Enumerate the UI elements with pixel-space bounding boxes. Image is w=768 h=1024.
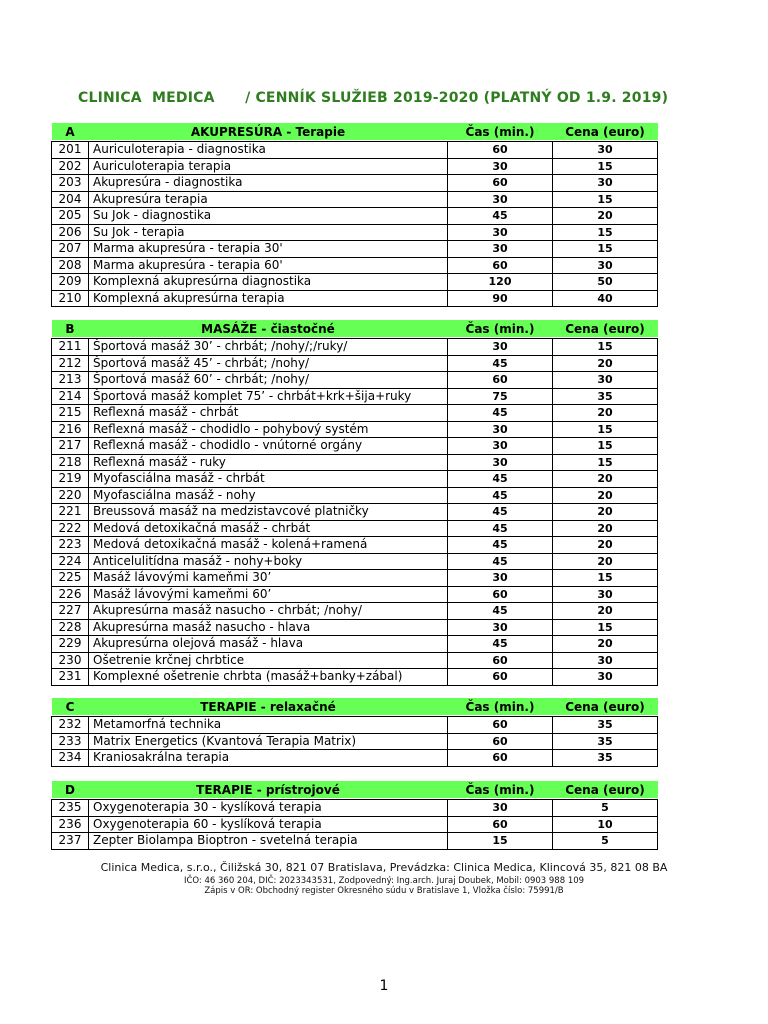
service-price: 15 bbox=[553, 158, 658, 175]
service-price: 15 bbox=[553, 191, 658, 208]
service-price: 20 bbox=[553, 537, 658, 554]
table-row bbox=[52, 388, 658, 405]
table-row bbox=[52, 717, 658, 734]
column-price-header: Cena (euro) bbox=[553, 320, 658, 337]
service-code: 205 bbox=[52, 208, 89, 225]
service-code: 207 bbox=[52, 241, 89, 258]
service-code: 218 bbox=[52, 454, 89, 471]
service-name: Kraniosakrálna terapia bbox=[89, 750, 448, 767]
service-price: 35 bbox=[553, 750, 658, 767]
table-row bbox=[52, 553, 658, 570]
service-time: 60 bbox=[448, 717, 553, 734]
service-time: 60 bbox=[448, 142, 553, 159]
table-row bbox=[52, 570, 658, 587]
service-price: 30 bbox=[553, 175, 658, 192]
price-table bbox=[51, 698, 658, 767]
service-code: 226 bbox=[52, 586, 89, 603]
service-name: Metamorfná technika bbox=[89, 717, 448, 734]
service-name: Športová masáž komplet 75’ - chrbát+krk+šija+ruky bbox=[89, 388, 448, 405]
service-price: 20 bbox=[553, 208, 658, 225]
section-heading: TERAPIE - relaxačné bbox=[89, 698, 448, 715]
service-time: 90 bbox=[448, 290, 553, 307]
service-code: 227 bbox=[52, 603, 89, 620]
service-time: 75 bbox=[448, 388, 553, 405]
section-header-row bbox=[52, 698, 658, 715]
service-name: Su Jok - diagnostika bbox=[89, 208, 448, 225]
service-code: 224 bbox=[52, 553, 89, 570]
service-time: 30 bbox=[448, 241, 553, 258]
service-code: 237 bbox=[52, 833, 89, 850]
service-name: Auriculoterapia - diagnostika bbox=[89, 142, 448, 159]
service-name: Športová masáž 30’ - chrbát; /nohy/;/ruky/ bbox=[89, 339, 448, 356]
service-time: 30 bbox=[448, 800, 553, 817]
section-letter: A bbox=[52, 123, 89, 140]
service-name: Su Jok - terapia bbox=[89, 224, 448, 241]
service-price: 30 bbox=[553, 142, 658, 159]
table-row bbox=[52, 257, 658, 274]
table-row bbox=[52, 471, 658, 488]
service-time: 45 bbox=[448, 504, 553, 521]
service-code: 234 bbox=[52, 750, 89, 767]
service-time: 30 bbox=[448, 454, 553, 471]
service-code: 216 bbox=[52, 421, 89, 438]
section-letter: D bbox=[52, 781, 89, 798]
section-a bbox=[51, 123, 657, 307]
table-row bbox=[52, 142, 658, 159]
service-price: 35 bbox=[553, 717, 658, 734]
page-number: 1 bbox=[379, 978, 389, 994]
service-time: 30 bbox=[448, 421, 553, 438]
service-price: 35 bbox=[553, 388, 658, 405]
service-price: 20 bbox=[553, 471, 658, 488]
table-row bbox=[52, 405, 658, 422]
service-name: Akupresúra - diagnostika bbox=[89, 175, 448, 192]
table-row bbox=[52, 520, 658, 537]
table-row bbox=[52, 339, 658, 356]
service-code: 235 bbox=[52, 800, 89, 817]
service-price: 5 bbox=[553, 833, 658, 850]
service-name: Akupresúrna olejová masáž - hlava bbox=[89, 636, 448, 653]
column-time-header: Čas (min.) bbox=[448, 698, 553, 715]
service-price: 15 bbox=[553, 339, 658, 356]
service-name: Reflexná masáž - chodidlo - pohybový systém bbox=[89, 421, 448, 438]
service-price: 40 bbox=[553, 290, 658, 307]
table-row bbox=[52, 750, 658, 767]
service-time: 60 bbox=[448, 652, 553, 669]
service-price: 15 bbox=[553, 224, 658, 241]
table-row bbox=[52, 487, 658, 504]
section-c bbox=[51, 698, 657, 767]
table-row bbox=[52, 504, 658, 521]
table-row bbox=[52, 372, 658, 389]
service-time: 60 bbox=[448, 816, 553, 833]
table-row bbox=[52, 158, 658, 175]
section-b bbox=[51, 320, 657, 686]
service-price: 35 bbox=[553, 733, 658, 750]
service-time: 60 bbox=[448, 733, 553, 750]
service-name: Komplexná akupresúrna terapia bbox=[89, 290, 448, 307]
service-price: 15 bbox=[553, 421, 658, 438]
service-name: Zepter Biolampa Bioptron - svetelná terapia bbox=[89, 833, 448, 850]
service-code: 206 bbox=[52, 224, 89, 241]
service-price: 30 bbox=[553, 669, 658, 686]
service-code: 210 bbox=[52, 290, 89, 307]
service-time: 30 bbox=[448, 438, 553, 455]
table-row bbox=[52, 438, 658, 455]
service-name: Myofasciálna masáž - chrbát bbox=[89, 471, 448, 488]
table-row bbox=[52, 833, 658, 850]
service-time: 45 bbox=[448, 636, 553, 653]
table-row bbox=[52, 274, 658, 291]
service-code: 213 bbox=[52, 372, 89, 389]
service-code: 203 bbox=[52, 175, 89, 192]
service-code: 236 bbox=[52, 816, 89, 833]
service-code: 211 bbox=[52, 339, 89, 356]
service-name: Masáž lávovými kameňmi 30’ bbox=[89, 570, 448, 587]
service-name: Auriculoterapia terapia bbox=[89, 158, 448, 175]
service-time: 45 bbox=[448, 405, 553, 422]
table-row bbox=[52, 652, 658, 669]
column-price-header: Cena (euro) bbox=[553, 698, 658, 715]
section-heading: MASÁŽE - čiastočné bbox=[89, 320, 448, 337]
service-time: 60 bbox=[448, 669, 553, 686]
column-price-header: Cena (euro) bbox=[553, 123, 658, 140]
service-name: Reflexná masáž - ruky bbox=[89, 454, 448, 471]
service-time: 45 bbox=[448, 487, 553, 504]
service-price: 15 bbox=[553, 438, 658, 455]
table-row bbox=[52, 290, 658, 307]
price-table bbox=[51, 320, 658, 686]
service-name: Breussová masáž na medzistavcové platničky bbox=[89, 504, 448, 521]
service-name: Anticelulitídna masáž - nohy+boky bbox=[89, 553, 448, 570]
service-name: Marma akupresúra - terapia 60' bbox=[89, 257, 448, 274]
service-name: Športová masáž 60’ - chrbát; /nohy/ bbox=[89, 372, 448, 389]
page-title: CLINICA MEDICA / CENNÍK SLUŽIEB 2019-2020 (PLATNÝ OD 1.9. 2019) bbox=[78, 90, 669, 106]
service-price: 20 bbox=[553, 405, 658, 422]
service-price: 5 bbox=[553, 800, 658, 817]
service-name: Akupresúrna masáž nasucho - chrbát; /nohy/ bbox=[89, 603, 448, 620]
service-code: 217 bbox=[52, 438, 89, 455]
service-time: 60 bbox=[448, 750, 553, 767]
table-row bbox=[52, 669, 658, 686]
service-price: 20 bbox=[553, 520, 658, 537]
service-name: Reflexná masáž - chrbát bbox=[89, 405, 448, 422]
section-d bbox=[51, 781, 657, 850]
table-row bbox=[52, 733, 658, 750]
service-time: 60 bbox=[448, 586, 553, 603]
service-name: Oxygenoterapia 30 - kyslíková terapia bbox=[89, 800, 448, 817]
service-name: Reflexná masáž - chodidlo - vnútorné orgány bbox=[89, 438, 448, 455]
service-price: 15 bbox=[553, 241, 658, 258]
column-time-header: Čas (min.) bbox=[448, 320, 553, 337]
service-time: 15 bbox=[448, 833, 553, 850]
service-code: 222 bbox=[52, 520, 89, 537]
service-price: 20 bbox=[553, 603, 658, 620]
service-time: 30 bbox=[448, 570, 553, 587]
section-heading: TERAPIE - prístrojové bbox=[89, 781, 448, 798]
service-name: Akupresúra terapia bbox=[89, 191, 448, 208]
price-table bbox=[51, 123, 658, 307]
service-name: Marma akupresúra - terapia 30' bbox=[89, 241, 448, 258]
service-price: 20 bbox=[553, 355, 658, 372]
service-name: Ošetrenie krčnej chrbtice bbox=[89, 652, 448, 669]
service-code: 201 bbox=[52, 142, 89, 159]
service-time: 45 bbox=[448, 537, 553, 554]
table-row bbox=[52, 603, 658, 620]
service-name: Komplexná akupresúrna diagnostika bbox=[89, 274, 448, 291]
service-code: 208 bbox=[52, 257, 89, 274]
service-price: 15 bbox=[553, 619, 658, 636]
table-row bbox=[52, 241, 658, 258]
table-row bbox=[52, 800, 658, 817]
service-price: 30 bbox=[553, 652, 658, 669]
service-code: 215 bbox=[52, 405, 89, 422]
service-name: Oxygenoterapia 60 - kyslíková terapia bbox=[89, 816, 448, 833]
service-price: 15 bbox=[553, 454, 658, 471]
service-code: 230 bbox=[52, 652, 89, 669]
column-time-header: Čas (min.) bbox=[448, 123, 553, 140]
service-code: 212 bbox=[52, 355, 89, 372]
service-code: 232 bbox=[52, 717, 89, 734]
section-letter: C bbox=[52, 698, 89, 715]
section-header-row bbox=[52, 781, 658, 798]
service-name: Medová detoxikačná masáž - kolená+ramená bbox=[89, 537, 448, 554]
service-price: 10 bbox=[553, 816, 658, 833]
service-price: 20 bbox=[553, 636, 658, 653]
table-row bbox=[52, 208, 658, 225]
table-row bbox=[52, 816, 658, 833]
table-row bbox=[52, 537, 658, 554]
service-code: 202 bbox=[52, 158, 89, 175]
table-row bbox=[52, 619, 658, 636]
table-row bbox=[52, 224, 658, 241]
section-header-row bbox=[52, 123, 658, 140]
service-time: 60 bbox=[448, 175, 553, 192]
service-time: 30 bbox=[448, 339, 553, 356]
section-header-row bbox=[52, 320, 658, 337]
section-heading: AKUPRESÚRA - Terapie bbox=[89, 123, 448, 140]
service-code: 229 bbox=[52, 636, 89, 653]
service-time: 30 bbox=[448, 619, 553, 636]
service-price: 30 bbox=[553, 372, 658, 389]
service-price: 30 bbox=[553, 257, 658, 274]
service-time: 120 bbox=[448, 274, 553, 291]
footer-company-ids: IČO: 46 360 204, DIČ: 2023343531, Zodpovedný: Ing.arch. Juraj Doubek, Mobil: 0903 988 109 bbox=[183, 876, 585, 886]
table-row bbox=[52, 421, 658, 438]
table-row bbox=[52, 586, 658, 603]
service-code: 214 bbox=[52, 388, 89, 405]
service-time: 30 bbox=[448, 158, 553, 175]
table-row bbox=[52, 191, 658, 208]
service-name: Komplexné ošetrenie chrbta (masáž+banky+zábal) bbox=[89, 669, 448, 686]
service-code: 221 bbox=[52, 504, 89, 521]
footer-address: Clinica Medica, s.r.o., Čiližská 30, 821 07 Bratislava, Prevádzka: Clinica Medica, Klincová 35, 821 08 BA bbox=[100, 861, 668, 874]
service-code: 231 bbox=[52, 669, 89, 686]
service-price: 50 bbox=[553, 274, 658, 291]
service-code: 220 bbox=[52, 487, 89, 504]
service-name: Medová detoxikačná masáž - chrbát bbox=[89, 520, 448, 537]
service-code: 225 bbox=[52, 570, 89, 587]
service-time: 45 bbox=[448, 603, 553, 620]
service-time: 30 bbox=[448, 224, 553, 241]
service-price: 20 bbox=[553, 553, 658, 570]
service-code: 219 bbox=[52, 471, 89, 488]
service-code: 223 bbox=[52, 537, 89, 554]
table-row bbox=[52, 454, 658, 471]
section-letter: B bbox=[52, 320, 89, 337]
service-price: 15 bbox=[553, 570, 658, 587]
service-code: 209 bbox=[52, 274, 89, 291]
service-time: 45 bbox=[448, 355, 553, 372]
footer-registry: Zápis v OR: Obchodný register Okresného súdu v Bratislave 1, Vložka číslo: 75991/B bbox=[204, 886, 564, 896]
service-price: 20 bbox=[553, 487, 658, 504]
service-price: 20 bbox=[553, 504, 658, 521]
price-table bbox=[51, 781, 658, 850]
service-time: 30 bbox=[448, 191, 553, 208]
service-name: Športová masáž 45’ - chrbát; /nohy/ bbox=[89, 355, 448, 372]
service-price: 30 bbox=[553, 586, 658, 603]
service-time: 60 bbox=[448, 372, 553, 389]
service-time: 45 bbox=[448, 208, 553, 225]
service-time: 45 bbox=[448, 553, 553, 570]
column-time-header: Čas (min.) bbox=[448, 781, 553, 798]
table-row bbox=[52, 355, 658, 372]
column-price-header: Cena (euro) bbox=[553, 781, 658, 798]
service-name: Myofasciálna masáž - nohy bbox=[89, 487, 448, 504]
table-row bbox=[52, 636, 658, 653]
service-code: 204 bbox=[52, 191, 89, 208]
service-name: Matrix Energetics (Kvantová Terapia Matrix) bbox=[89, 733, 448, 750]
service-time: 60 bbox=[448, 257, 553, 274]
service-name: Akupresúrna masáž nasucho - hlava bbox=[89, 619, 448, 636]
service-code: 228 bbox=[52, 619, 89, 636]
service-time: 45 bbox=[448, 520, 553, 537]
service-code: 233 bbox=[52, 733, 89, 750]
service-time: 45 bbox=[448, 471, 553, 488]
service-name: Masáž lávovými kameňmi 60’ bbox=[89, 586, 448, 603]
table-row bbox=[52, 175, 658, 192]
